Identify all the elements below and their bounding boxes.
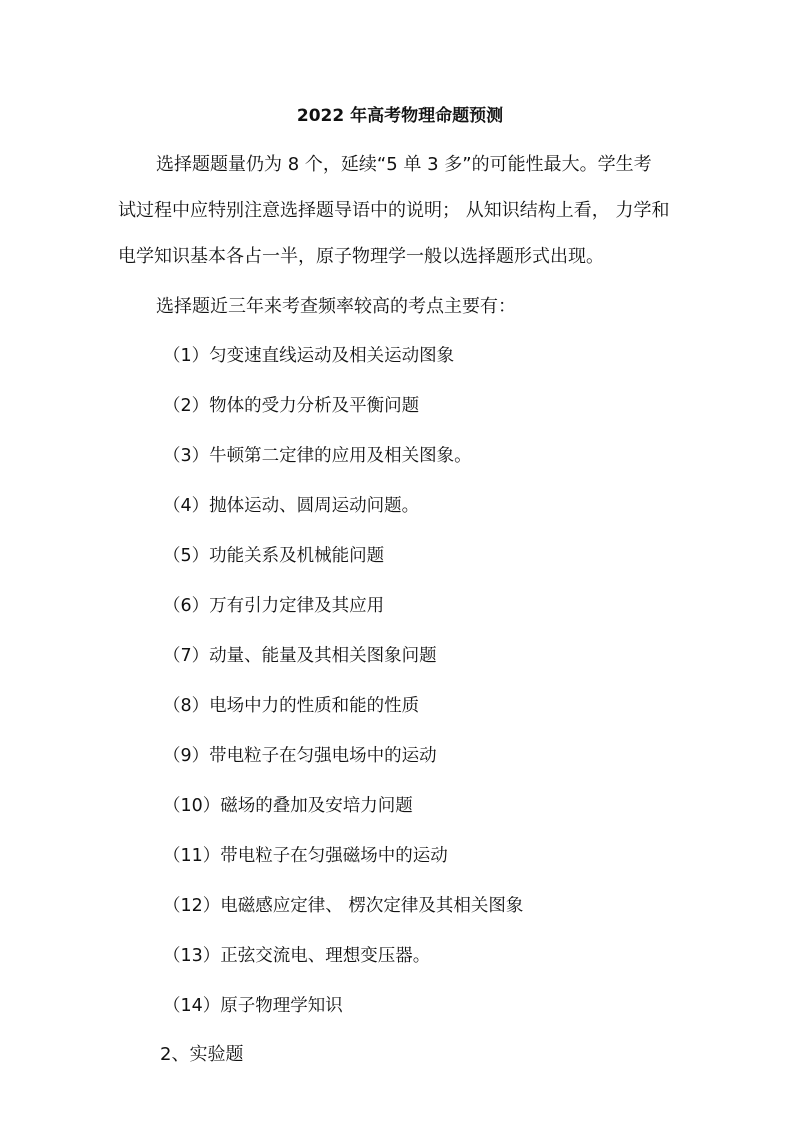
topics-subheading: 选择题近三年来考查频率较高的考点主要有： [156,296,516,317]
intro-line: 试过程中应特别注意选择题导语中的说明； 从知识结构上看， 力学和 [118,200,670,221]
topic-item: （4）抛体运动、圆周运动问题。 [163,496,420,516]
topic-item: （14）原子物理学知识 [163,996,343,1016]
document-title: 2022 年高考物理命题预测 [296,106,504,126]
topic-item: （8）电场中力的性质和能的性质 [163,696,420,716]
topic-item: （12）电磁感应定律、 楞次定律及其相关图象 [163,896,524,916]
topic-item: （5）功能关系及机械能问题 [163,546,385,566]
topic-list [163,341,523,1041]
topic-item: （11）带电粒子在匀强磁场中的运动 [163,846,448,866]
topic-item: （6）万有引力定律及其应用 [163,596,385,616]
topic-item: （1）匀变速直线运动及相关运动图象 [163,346,455,366]
topic-item: （9）带电粒子在匀强电场中的运动 [163,746,437,766]
topic-item: （3）牛顿第二定律的应用及相关图象。 [163,446,472,466]
intro-line: 选择题题量仍为 8 个，延续“5 单 3 多”的可能性最大。学生考 [156,154,652,175]
topic-item: （13）正弦交流电、理想变压器。 [163,946,431,966]
topic-item: （10）磁场的叠加及安培力问题 [163,796,413,816]
topic-item: （2）物体的受力分析及平衡问题 [163,396,420,416]
topic-item: （7）动量、能量及其相关图象问题 [163,646,437,666]
intro-paragraph [118,150,698,288]
intro-line: 电学知识基本各占一半，原子物理学一般以选择题形式出现。 [118,246,604,267]
section-2-heading: 2、实验题 [160,1044,244,1065]
